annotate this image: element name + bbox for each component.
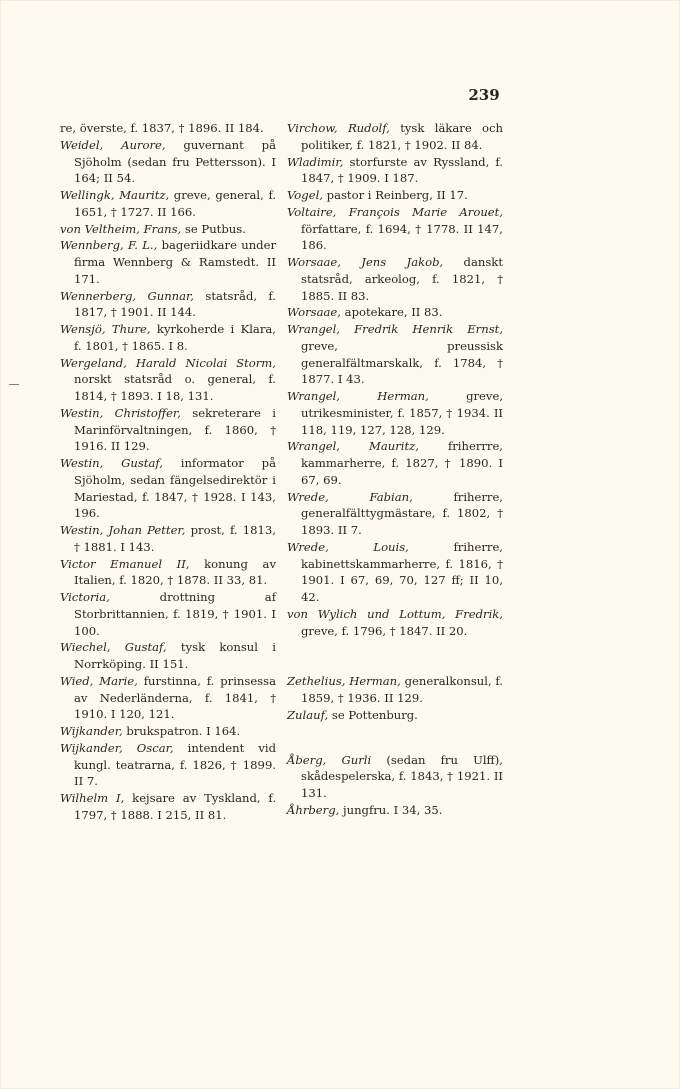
index-entry: Wensjö, Thure, kyrkoherde i Klara, f. 1801, † 1865. I 8.	[60, 322, 276, 353]
index-entry: Wennberg, F. L., bageriidkare under firma Wennberg & Ramstedt. II 171.	[60, 238, 276, 286]
index-entry: Westin, Christoffer, sekreterare i Marinförvaltningen, f. 1860, † 1916. II 129.	[60, 405, 276, 454]
index-entry: re, överste, f. 1837, † 1896. II 184.	[60, 121, 264, 135]
index-entry: Worsaae, apotekare, II 83.	[287, 305, 443, 320]
right-column	[287, 120, 503, 819]
letter-section-gap	[287, 639, 503, 673]
index-entry: Zulauf, se Pottenburg.	[287, 707, 418, 722]
page-number: 239	[468, 86, 500, 104]
index-entry: Wilhelm I, kejsare av Tyskland, f. 1797, † 1888. I 215, II 81.	[60, 791, 276, 822]
index-entry: Worsaae, Jens Jakob, danskt statsråd, arkeolog, f. 1821, † 1885. II 83.	[287, 255, 503, 303]
index-entry: Wijkander, Oscar, intendent vid kungl. teatrarna, f. 1826, † 1899. II 7.	[60, 740, 276, 789]
index-entry: Wrede, Fabian, friherre, generalfälttygmästare, f. 1802, † 1893. II 7.	[287, 489, 503, 537]
letter-section-gap	[287, 724, 503, 752]
index-entry: von Wylich und Lottum, Fredrik, greve, f. 1796, † 1847. II 20.	[287, 606, 503, 638]
index-entry: Wrangel, Mauritz, friherrre, kammarherre, f. 1827, † 1890. I 67, 69.	[287, 439, 503, 487]
index-entry: Voltaire, François Marie Arouet, författare, f. 1694, † 1778. II 147, 186.	[287, 204, 503, 253]
index-entry: Wrangel, Fredrik Henrik Ernst, greve, preussisk generalfältmarskalk, f. 1784, † 1877. I 43.	[287, 322, 503, 387]
index-entry: Wied, Marie, furstinna, f. prinsessa av Nederländerna, f. 1841, † 1910. I 120, 121.	[60, 673, 276, 722]
index-entry: Vogel, pastor i Reinberg, II 17.	[287, 188, 468, 202]
index-entry: von Veltheim, Frans, se Putbus.	[60, 221, 246, 236]
index-entry: Wiechel, Gustaf, tysk konsul i Norrköping. II 151.	[60, 640, 276, 671]
index-entry: Wellingk, Mauritz, greve, general, f. 1651, † 1727. II 166.	[60, 188, 277, 219]
index-entry: Westin, Johan Petter, prost, f. 1813, † 1881. I 143.	[60, 523, 276, 554]
index-entry: Åhrberg, jungfru. I 34, 35.	[287, 802, 443, 817]
index-entry: Wrede, Louis, friherre, kabinettskammarherre, f. 1816, † 1901. I 67, 69, 70, 127 ff; II 10, 42.	[287, 539, 503, 604]
index-entry: Westin, Gustaf, informator på Sjöholm, sedan fängelsedirektör i Mariestad, f. 1847, † 1928. I 143, 196.	[60, 456, 276, 521]
index-entry: Wrangel, Herman, greve, utrikesminister, f. 1857, † 1934. II 118, 119, 127, 128, 129.	[287, 389, 504, 437]
index-entry: Wladimir, storfurste av Ryssland, f. 1847, † 1909. I 187.	[287, 154, 503, 186]
left-column	[60, 120, 276, 824]
margin-mark	[9, 384, 19, 385]
index-entry: Åberg, Gurli (sedan fru Ulff), skådespelerska, f. 1843, † 1921. II 131.	[287, 752, 503, 800]
index-entry: Wijkander, brukspatron. I 164.	[60, 724, 241, 738]
index-entry: Zethelius, Herman, generalkonsul, f. 1859, † 1936. II 129.	[287, 674, 503, 705]
index-entry: Victoria, drottning af Storbrittannien, f. 1819, † 1901. I 100.	[60, 590, 276, 638]
index-entry: Victor Emanuel II, konung av Italien, f. 1820, † 1878. II 33, 81.	[60, 556, 276, 588]
index-entry: Weidel, Aurore, guvernant på Sjöholm (sedan fru Pettersson). I 164; II 54.	[60, 137, 276, 186]
index-entry: Wennerberg, Gunnar, statsråd, f. 1817, † 1901. II 144.	[60, 288, 276, 320]
index-entry: Virchow, Rudolf, tysk läkare och politiker, f. 1821, † 1902. II 84.	[287, 121, 503, 152]
index-entry: Wergeland, Harald Nicolai Storm, norskt statsråd o. general, f. 1814, † 1893. I 18, 131.	[60, 355, 276, 403]
